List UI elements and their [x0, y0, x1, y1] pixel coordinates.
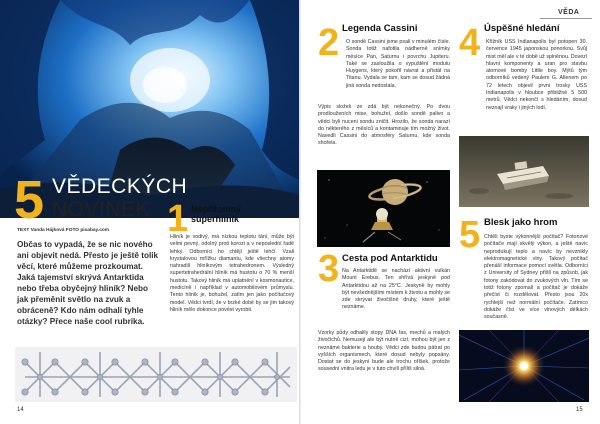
- section-rule: [540, 18, 592, 19]
- aluminium-lattice-image: [15, 347, 297, 402]
- article3-text2: Vzorky půdy odhalily stopy DNA řas, mechů a malých živočichů. Nemusejí ale být nutně cizí, mohou být jen z neznámé bakterie a houby. Vědci zde budou pátrat po vyšších organismech, které dosud nebyly popsány. Dostat se do jeskyní bude ale trochu oříšek, protože sousední vnitra ledu je v tuto chvíli příliš silná.: [318, 330, 450, 373]
- article5-text: Chtěli byste výkonnější počítač? Fotonové počítače mají skvělý výkon, a ještě navíc neprodukují teplo a navíc by nevznikly elektromagnetické vlny. Takový počítač přenáší informace pomocí světla. Odborníci z University of Sydney přišli na způsob, jak fotony zakódovat do zvukových vln. Tím se totiž fotony zpomalí a počítač je dokáže přečíst či rozdělovat. Přesto jsou 20x rychlejší než normální počítače. Zatímco dokáže číst ve více vlnových délkách současně.: [484, 234, 588, 321]
- title-line1: VĚDECKÝCH: [52, 175, 188, 198]
- shipwreck-photo: [459, 136, 589, 207]
- laser-light-photo: [459, 330, 589, 402]
- title-number: 5: [14, 170, 45, 230]
- article5-heading: Blesk jako hrom: [484, 217, 558, 228]
- article3-heading: Cesta pod Antarktidu: [342, 253, 438, 264]
- article2-text: O sondě Cassini jsme psali v minulém čísle. Sonda totiž nafotila nádherné snímky měsíce Pan, Saturnu i povrchu Jupiteru. Také se zasloužila o vypuštění modulu Huygens, který pokořil návrat a přistál na Titanu. Vydala se tam, kam se dosud žádná jiná sonda nedostala.: [346, 39, 450, 89]
- article2-number: 2: [318, 22, 340, 64]
- article1-number: 1: [167, 198, 189, 240]
- article3-text: Na Antarktidě se nachází aktivní vulkán Mount Erebus. Ten shřívá jeskyně pod Antarktidou až na 25°C. Jeskyně by mohly být nevšednějšími místem k životu a mohly se zde skrývat živočišné druhy, které ještě neznáme.: [342, 268, 450, 311]
- article2-text2: Výpis složek ze zdá být nekonečný. Po dvou prodlouženích mise, bohužel, došlo sondě palivo a vědci byli nuceni sondu zničit. Hrozilo, že sonda narazí do některého z měsíců a kontaminuje tím možný život. Navedli Cassini do atmosféry Saturnu, kde sonda shořela.: [318, 104, 450, 147]
- article5-number: 5: [459, 214, 481, 256]
- article3-number: 3: [318, 248, 340, 290]
- article1-text: Hliník je vodivý, má nízkou teplotu tání, může být velmi pevný, odolný proti korozi a v neposlední řadě lehký. Odborníci ho chtějí ještě lehčí. Vzali krystalovou mřížku diamantu, kde všechny atomy nahradili hliníkovým tetrahedronem. Výsledný supertetrahedrální hliník má hustotu o 70 % menší hustotu. Takový hliník má uplatnění v kosmonautice, medicíně i například v automobilovém průmyslu. Tento hliník je, bohužel, zatím jen jako počítačový model. Vědci tvrdí, že v brzké době by se jim takový hliník mělo dokonce povést vyrobit.: [170, 234, 294, 313]
- spread-fold: [299, 0, 301, 424]
- article4-text: Křižník USS Indianapolis byl potopen 30. července 1945 japonskou ponorkou. Svůj mist měl ale v té době už splněnou. Dovezl hlavní komponenty a uran pro stavbu atomové bomby Little boy. Mýtů tým odborníků vedený Paulem G. Allenem po 72 letech objevil první trosky USS Indianapolis v hloubce přibližně 5 500 metrů. Vědci nekončí s hledáním, dosud neznají vraky i jiných lodí.: [486, 39, 587, 111]
- saturn-cassini-photo: [317, 170, 450, 247]
- page-number-left: 14: [17, 407, 24, 413]
- section-label: VĚDA: [558, 9, 580, 16]
- article2-heading: Legenda Cassini: [342, 23, 418, 34]
- article4-number: 4: [459, 22, 481, 64]
- article1-heading-line2: superhliník: [191, 214, 240, 224]
- article1-heading-line1: Nepřítomný: [191, 204, 242, 214]
- credits: TEXT Vanda Hájková FOTO pixabay.com: [17, 228, 110, 233]
- article4-heading: Úspěšné hledání: [484, 23, 560, 34]
- page-number-right: 15: [576, 407, 583, 413]
- intro-text: Občas to vypadá, že se nic nového ani objevit nedá. Přesto je ještě tolik věcí, které můžeme prozkoumat. Jaká tajemství skrývá Antarktida nebo třeba obyčejný hliník? Nebo jak přeměnit světlo na zvuk a obráceně? Kdo nám odhalí tyhle otázky? Přece naše cool rubrika.: [17, 240, 159, 326]
- title-line2: NOVINEK: [52, 198, 151, 221]
